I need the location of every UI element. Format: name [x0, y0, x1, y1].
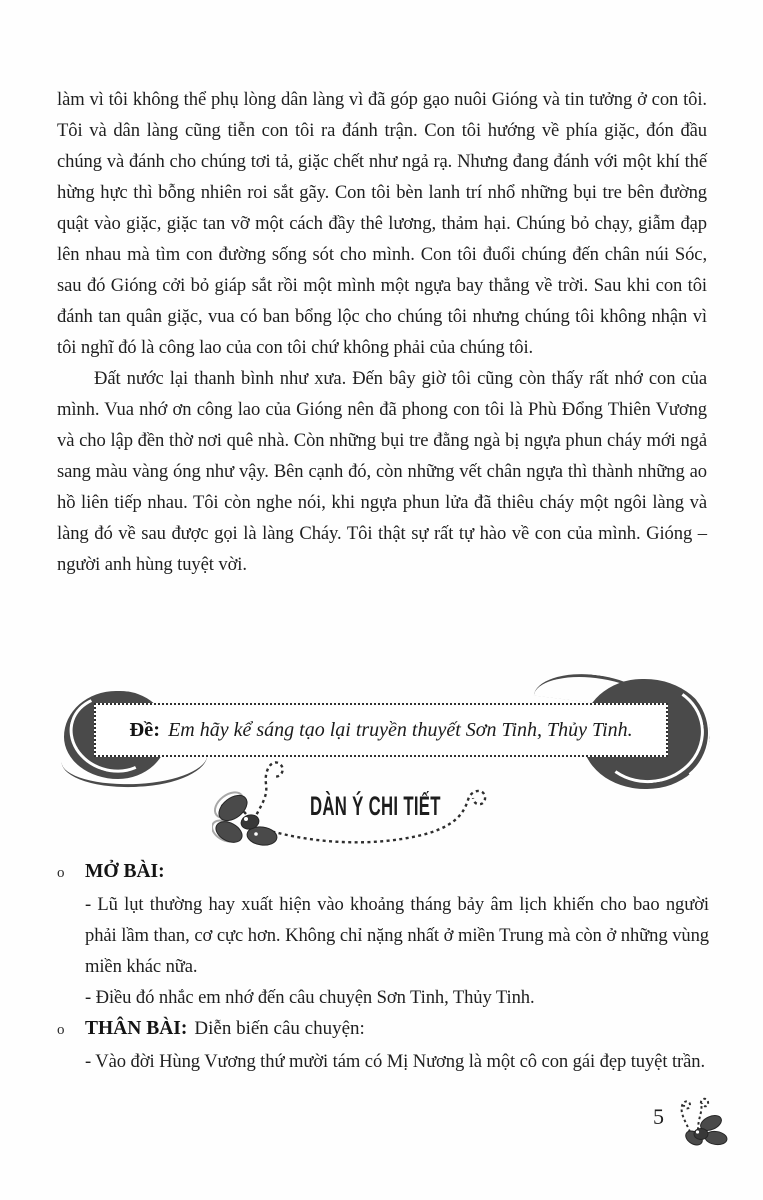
outline-item: - Lũ lụt thường hay xuất hiện vào khoảng tháng bảy âm lịch khiến cho bao người phải lầm than, cơ cực hơn. Không chỉ nặng nhất ở miền Trung mà còn ở những vùng miền khác nữa.	[85, 894, 709, 977]
prompt-box	[94, 703, 668, 757]
section-head	[57, 856, 709, 889]
flower-ornament-icon	[670, 1096, 732, 1154]
outline-section-mo-bai	[57, 856, 709, 1013]
outline-list	[57, 856, 709, 1077]
circle-bullet-icon: o	[57, 1022, 65, 1038]
prompt-text: Em hãy kể sáng tạo lại truyền thuyết Sơn Tinh, Thủy Tinh.	[168, 718, 633, 741]
prompt-label: Đề:	[129, 718, 161, 741]
story-paragraph-2: Đất nước lại thanh bình như xưa. Đến bây giờ tôi cũng còn thấy rất nhớ con của mình. Vua nhớ ơn công lao của Gióng nên đã phong con tôi là Phù Đổng Thiên Vương và cho lập đền thờ nơi quê nhà. Còn những bụi tre đằng ngà bị ngựa phun cháy mới ngả sang màu vàng óng như vậy. Bên cạnh đó, còn những vết chân ngựa thì thành những ao hồ liên tiếp nhau. Tôi còn nghe nói, khi ngựa phun lửa đã thiêu cháy một ngôi làng và làng đó về sau được gọi là làng Cháy. Tôi thật sự rất tự hào về con của mình. Gióng – người anh hùng tuyệt vời.	[57, 368, 707, 575]
section-title: THÂN BÀI:	[85, 1018, 188, 1039]
page-footer	[650, 1096, 740, 1156]
story-text-block	[57, 84, 707, 580]
section-head	[57, 1013, 709, 1046]
outline-heading: DÀN Ý CHI TIẾT	[310, 791, 441, 821]
outline-item: - Điều đó nhắc em nhớ đến câu chuyện Sơn Tinh, Thủy Tinh.	[85, 987, 535, 1008]
circle-bullet-icon: o	[57, 865, 65, 881]
page-number: 5	[653, 1104, 664, 1129]
section-title: MỞ BÀI:	[85, 861, 165, 882]
outline-item: - Vào đời Hùng Vương thứ mười tám có Mị Nương là một cô con gái đẹp tuyệt trần.	[85, 1051, 705, 1072]
story-paragraph-1: làm vì tôi không thể phụ lòng dân làng vì đã góp gạo nuôi Gióng và tin tưởng ở con tôi. Tôi và dân làng cũng tiễn con tôi ra đánh trận. Con tôi hướng về phía giặc, đón đầu chúng và đánh cho chúng tơi tả, giặc chết như ngả rạ. Nhưng đang đánh với một khí thế hừng hực thì bỗng nhiên roi sắt gãy. Con tôi bèn lanh trí nhổ những bụi tre bên đường quật vào giặc, giặc tan vỡ một cách đầy thê lương, thảm hại. Chúng bỏ chạy, giẫm đạp lên nhau mà tìm con đường sống sót cho mình. Con tôi đuổi chúng đến chân núi Sóc, sau đó Gióng cởi bỏ giáp sắt rồi một mình một ngựa bay thẳng về trời. Sau khi con tôi đánh tan quân giặc, vua có ban bổng lộc cho chúng tôi nhưng chúng tôi không nhận vì tôi nghĩ đó là công lao của con tôi chứ không phải của chúng tôi.	[57, 89, 707, 358]
section-subtitle: Diễn biến câu chuyện:	[194, 1018, 365, 1039]
outline-section-than-bai	[57, 1013, 709, 1077]
